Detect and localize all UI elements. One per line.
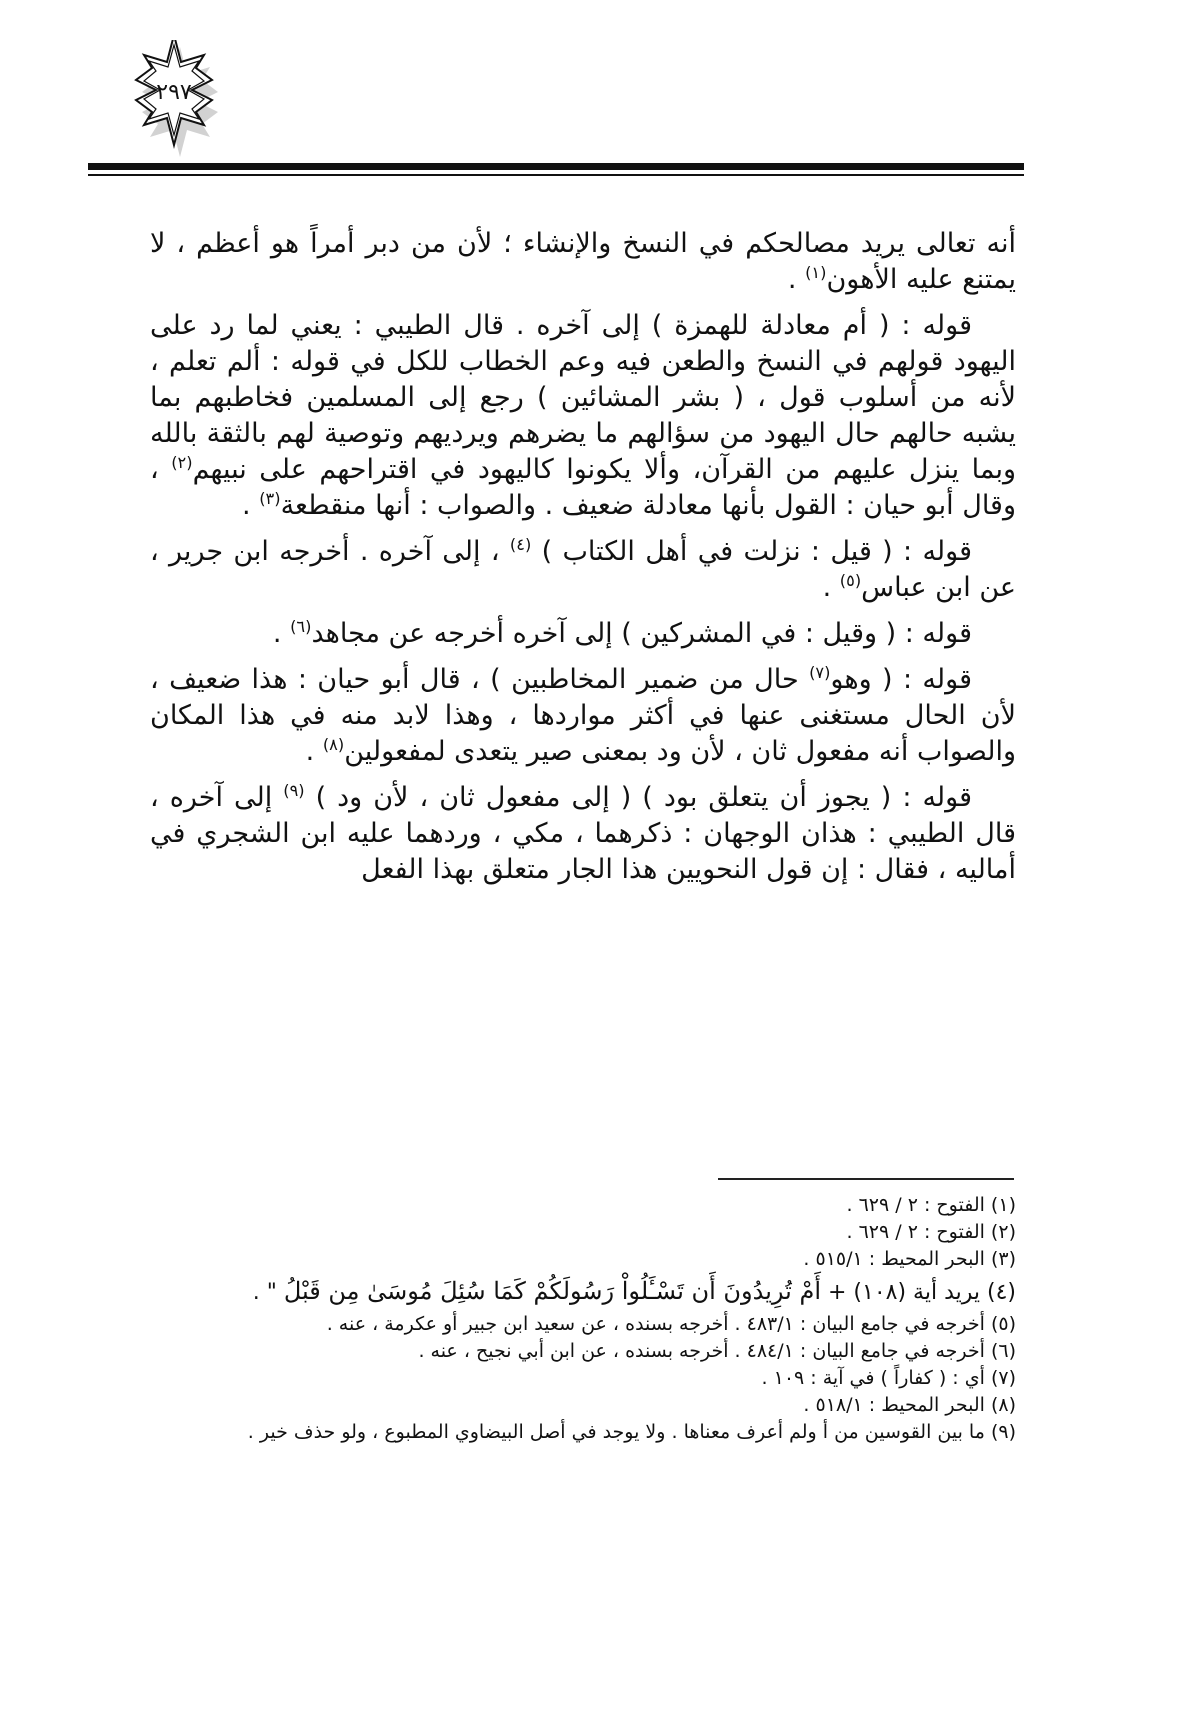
footnote-6: (٦) أخرجه في جامع البيان : ٤٨٤/١ . أخرجه بسنده ، عن ابن أبي نجيح ، عنه . xyxy=(418,1340,1016,1362)
footnote-3: (٣) البحر المحيط : ٥١٥/١ . xyxy=(803,1248,1016,1270)
footnote-ref-3[interactable]: (٣) xyxy=(259,489,281,508)
paragraph-4: قوله : ( وقيل : في المشركين ) إلى آخره أخرجه عن مجاهد$^{(٦)}$ . xyxy=(272,617,972,649)
footnote-8: (٨) البحر المحيط : ٥١٨/١ . xyxy=(803,1394,1016,1416)
footnote-4: (٤) يريد أية (١٠٨) + أَمْ تُرِيدُونَ أَن تَسْـَٔلُواْ رَسُولَكُمْ كَمَا سُئِلَ مُوسَىٰ مِن قَبْلُ " . xyxy=(252,1277,1016,1305)
paragraph-2: قوله : ( أم معادلة للهمزة ) إلى آخره . قال الطيبي : يعني لما رد على اليهود قولهم في النسخ والطعن فيه وعم الخطاب للكل في قوله : ألم تعلم ، لأنه من أسلوب قول ، ( بشر المشائين ) رجع إلى المسلمين فخاطبهم بما يشبه حالهم حال اليهود من سؤالهم ما يضرهم ويرديهم وتوصية لهم بالثقة بالله وبما ينزل عليهم من القرآن، وألا يكونوا كاليهود في اقتراحهم على نبيهم$^{(٢)}$ ، وقال أبو حيان : القول بأنها معادلة ضعيف . والصواب : أنها منقطعة$^{(٣)}$ . xyxy=(150,310,1016,521)
footnote-9: (٩) ما بين القوسين من أ ولم أعرف معناها . ولا يوجد في أصل البيضاوي المطبوع ، ولو حذف خير . xyxy=(247,1421,1016,1443)
footnote-ref-2[interactable]: (٢) xyxy=(171,453,193,472)
footnote-5: (٥) أخرجه في جامع البيان : ٤٨٣/١ . أخرجه بسنده ، عن سعيد ابن جبير أو عكرمة ، عنه . xyxy=(326,1313,1016,1335)
footnote-2: (٢) الفتوح : ٢ / ٦٢٩ . xyxy=(846,1221,1016,1243)
footnote-ref-4[interactable]: (٤) xyxy=(509,535,532,554)
footnote-separator xyxy=(718,1178,1014,1180)
page-number: ٢٩٧ xyxy=(156,80,192,105)
paragraph-6: قوله : ( يجوز أن يتعلق بود ) ( إلى مفعول ثان ، لأن ود ) $^{(٩)}$ إلى آخره ، قال الطيبي : هذان الوجهان : ذكرهما ، مكي ، وردهما عليه ابن الشجري في أماليه ، فقال : إن قول النحويين هذا الجار متعلق بهذا الفعل xyxy=(150,781,1016,885)
footnote-ref-8[interactable]: (٨) xyxy=(322,735,345,754)
footnote-ref-5[interactable]: (٥) xyxy=(839,571,862,590)
footnote-ref-1[interactable]: (١) xyxy=(805,263,827,282)
paragraph-3: قوله : ( قيل : نزلت في أهل الكتاب ) $^{(٤)}$ ، إلى آخره . أخرجه ابن جرير ، عن ابن عباس$^{(٥)}$ . xyxy=(150,535,1016,603)
footnote-ref-7[interactable]: (٧) xyxy=(809,663,831,682)
footnote-ref-9[interactable]: (٩) xyxy=(283,781,305,800)
footnote-1: (١) الفتوح : ٢ / ٦٢٩ . xyxy=(846,1194,1016,1216)
footnote-7: (٧) أي : ( كفاراً ) في آية : ١٠٩ . xyxy=(761,1367,1016,1389)
paragraph-5: قوله : ( وهو$^{(٧)}$ حال من ضمير المخاطبين ) ، قال أبو حيان : هذا ضعيف ، لأن الحال مستغنى عنها في أكثر مواردها ، وهذا لابد منه في هذا المكان والصواب أنه مفعول ثان ، لأن ود بمعنى صير يتعدى لمفعولين$^{(٨)}$ . xyxy=(150,663,1016,767)
main-text xyxy=(150,226,1016,898)
header-rule-thin xyxy=(88,174,1024,176)
footnotes xyxy=(150,1192,1016,1446)
quran-verse: أَمْ تُرِيدُونَ أَن تَسْـَٔلُواْ رَسُولَكُمْ كَمَا سُئِلَ مُوسَىٰ مِن قَبْلُ xyxy=(283,1277,821,1305)
page-number-badge xyxy=(108,40,240,160)
paragraph-1: أنه تعالى يريد مصالحكم في النسخ والإنشاء ؛ لأن من دبر أمراً هو أعظم ، لا يمتنع عليه الأهون$^{(١)}$ . xyxy=(150,228,1016,295)
footnote-ref-6[interactable]: (٦) xyxy=(290,617,312,636)
header-rule-thick xyxy=(88,163,1024,170)
